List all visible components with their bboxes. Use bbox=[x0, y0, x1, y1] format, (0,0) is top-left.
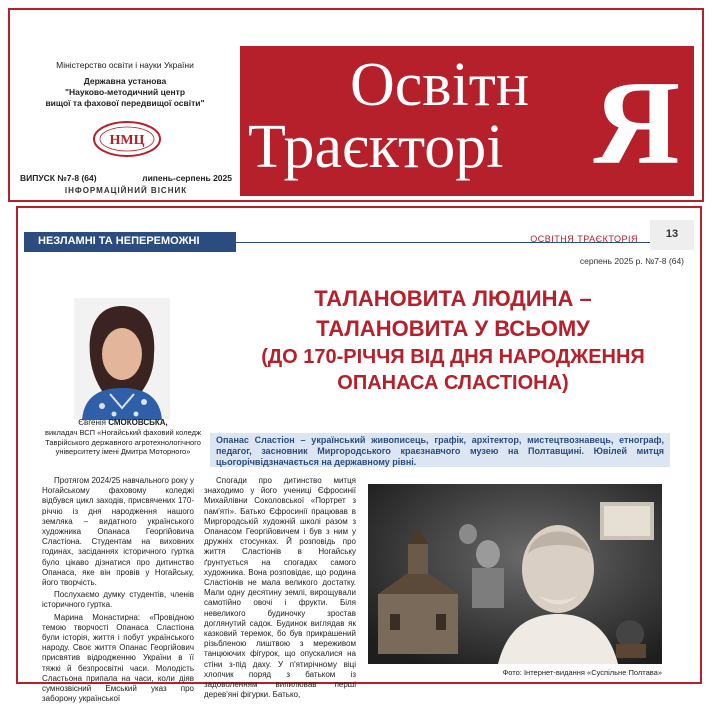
paragraph: Протягом 2024/25 навчального року у Ногайському фаховому коледжі відбувся цикл заходів, присвячених 170-річчю із дня народження нашого земляка – видатного українського художника Опанаса Георгійовича Сластіона. Студентам на виховних годинах, засіданнях історичного гуртка було цікаво дізнатися про дитинство Опанаса, яке він провів у Ногайську, його творчість. bbox=[42, 476, 194, 588]
author-last-name: СМОКОВСЬКА, bbox=[108, 418, 168, 427]
article-headline bbox=[208, 284, 698, 396]
headline-line-2: ТАЛАНОВИТА У ВСЬОМУ bbox=[316, 316, 590, 341]
title-big-letter: Я bbox=[593, 56, 680, 189]
masthead bbox=[8, 8, 704, 202]
lead-box bbox=[210, 433, 670, 467]
bulletin-subtitle: ІНФОРМАЦІЙНИЙ ВІСНИК bbox=[64, 186, 188, 195]
text-column-2 bbox=[204, 476, 356, 700]
institution-name bbox=[20, 76, 230, 109]
article-page bbox=[16, 206, 702, 704]
masthead-info bbox=[10, 10, 240, 200]
masthead-title-block bbox=[240, 46, 694, 196]
institution-line-1: Державна установа bbox=[83, 76, 167, 86]
author-portrait bbox=[74, 298, 170, 420]
photo-caption: Фото: Інтернет-видання «Суспільне Полтава» bbox=[502, 668, 662, 677]
paragraph: Спогади про дитинство митця знаходимо у його учениці Єфросинії Михайлівни Соколовської «Портрет з пам'яті». Батько Єфросинії працював в Миргородській художній школі разом з Опанасом Георгійовичем і був з ним у дружніх стосунках. Й розповідь про життя Сластіонів в Ногайську ґрунтується на спогадах самого художника. Вона розповідає, що родина Сластіонів не мала великого достатку. Мали одну десятину землі, вирощували самотійно овочі і фрукти. Біля невеликого будиночку зростав доглянутий садок. Будинок виглядав як казковий теремок, бо був прикрашений різьбленою лиштвою з мереживом танцюючих фігурок, що опускалися на стіни з-під даху. У п'ятирічному віці хлопчик поряд з батьком із задоволенням випилював перші дерев'яні фігурки. Батько, bbox=[204, 476, 356, 700]
paragraph: Марина Монастирна: «Провідною темою творчості Опанаса Сластіона були історія, життя і побут українського народу. Своє життя Опанас Георгійович присвятив відродженню України в її тяжкі й безпросвітні часи. Молодість Сластьона припала на часи, коли діяв сумнозвісний Емський указ про заборону української bbox=[42, 612, 194, 704]
issue-line bbox=[20, 173, 232, 183]
issue-number: ВИПУСК №7-8 (64) bbox=[20, 173, 97, 183]
text-column-1 bbox=[42, 476, 194, 704]
headline-line-4: ОПАНАСА СЛАСТІОНА) bbox=[337, 372, 569, 394]
institution-line-2: "Науково-методичний центр bbox=[64, 87, 186, 97]
headline-line-3: (ДО 170-РІЧЧЯ ВІД ДНЯ НАРОДЖЕННЯ bbox=[261, 346, 645, 368]
section-title: НЕЗЛАМНІ ТА НЕПЕРЕМОЖНІ bbox=[38, 235, 200, 247]
title-line-1: Освітн bbox=[350, 51, 530, 119]
author-first-name: Євгенія bbox=[78, 418, 106, 427]
nmc-logo bbox=[92, 120, 162, 158]
page-number-box bbox=[650, 220, 694, 250]
running-head: ОСВІТНЯ ТРАЄКТОРІЯ bbox=[530, 234, 638, 244]
section-bar bbox=[24, 232, 236, 252]
headline-line-1: ТАЛАНОВИТА ЛЮДИНА – bbox=[314, 286, 592, 311]
issue-date-line: серпень 2025 р. №7-8 (64) bbox=[579, 256, 684, 266]
title-line-2: Траєкторі bbox=[248, 113, 504, 181]
paragraph: Послухаємо думку студентів, членів історичного гуртка. bbox=[42, 590, 194, 610]
issue-date: липень-серпень 2025 bbox=[142, 173, 232, 183]
ministry-name: Міністерство освіти і науки України bbox=[56, 60, 194, 70]
logo-text: НМЦ bbox=[109, 133, 145, 148]
article-photo bbox=[368, 484, 662, 664]
author-description: викладач ВСП «Ногайський фаховий коледж Таврійського державного агротехнологічного університету імені Дмитра Моторного» bbox=[45, 428, 201, 456]
author-name bbox=[38, 418, 208, 427]
page-number: 13 bbox=[665, 228, 679, 240]
institution-line-3: вищої та фахової передвищої освіти" bbox=[45, 98, 205, 108]
lead-text: Опанас Сластіон – український живописець, графік, архітектор, мистецтвознавець, етнограф, педагог, засновник Миргородського краєзнавчого музею на Полтавщині. Ювілей митця цьогорічвідзначається на державному рівні. bbox=[216, 435, 664, 467]
